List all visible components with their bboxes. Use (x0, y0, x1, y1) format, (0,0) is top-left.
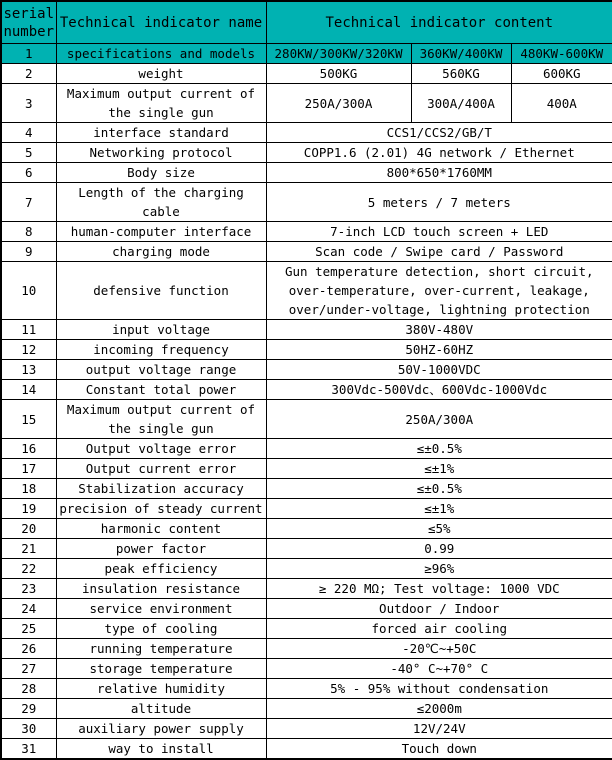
indicator-content-cell: 280KW/300KW/320KW (266, 44, 411, 64)
indicator-name-cell: Networking protocol (56, 143, 266, 163)
table-row (1, 679, 612, 699)
table-row (1, 163, 612, 183)
indicator-content-cell: ≥96% (266, 559, 612, 579)
table-row (1, 599, 612, 619)
indicator-name-cell: output voltage range (56, 360, 266, 380)
table-row (1, 44, 612, 64)
table-row (1, 619, 612, 639)
indicator-content-cell: Gun temperature detection, short circuit, over-temperature, over-current, leakage, over/under-voltage, lightning protection (266, 262, 612, 320)
table-row (1, 539, 612, 559)
serial-number-cell: 28 (1, 679, 56, 699)
table-row (1, 739, 612, 760)
indicator-name-cell: weight (56, 64, 266, 84)
indicator-content-cell: 800*650*1760MM (266, 163, 612, 183)
indicator-content-cell: -20℃~+50C (266, 639, 612, 659)
indicator-name-cell: incoming frequency (56, 340, 266, 360)
table-row (1, 499, 612, 519)
indicator-name-cell: Stabilization accuracy (56, 479, 266, 499)
indicator-content-cell: ≤5% (266, 519, 612, 539)
serial-number-cell: 1 (1, 44, 56, 64)
indicator-content-cell: CCS1/CCS2/GB/T (266, 123, 612, 143)
table-row (1, 639, 612, 659)
serial-number-cell: 17 (1, 459, 56, 479)
indicator-content-cell: 480KW-600KW (511, 44, 612, 64)
serial-number-cell: 30 (1, 719, 56, 739)
indicator-name-cell: running temperature (56, 639, 266, 659)
table-row (1, 64, 612, 84)
indicator-content-cell: 250A/300A (266, 84, 411, 123)
indicator-name-cell: Output current error (56, 459, 266, 479)
indicator-content-cell: 5% - 95% without condensation (266, 679, 612, 699)
indicator-content-cell: 400A (511, 84, 612, 123)
indicator-content-cell: COPP1.6 (2.01) 4G network / Ethernet (266, 143, 612, 163)
indicator-content-cell: 380V-480V (266, 320, 612, 340)
table-row (1, 479, 612, 499)
indicator-content-cell: 7-inch LCD touch screen + LED (266, 222, 612, 242)
indicator-content-cell: ≤±1% (266, 459, 612, 479)
indicator-name-cell: insulation resistance (56, 579, 266, 599)
serial-number-cell: 23 (1, 579, 56, 599)
indicator-content-cell: ≥ 220 MΩ; Test voltage: 1000 VDC (266, 579, 612, 599)
indicator-name-cell: power factor (56, 539, 266, 559)
table-row (1, 380, 612, 400)
serial-number-cell: 16 (1, 439, 56, 459)
serial-number-cell: 12 (1, 340, 56, 360)
serial-number-cell: 9 (1, 242, 56, 262)
serial-number-cell: 6 (1, 163, 56, 183)
table-row (1, 400, 612, 439)
indicator-content-cell: ≤±0.5% (266, 479, 612, 499)
indicator-name-cell: specifications and models (56, 44, 266, 64)
indicator-content-cell: ≤2000m (266, 699, 612, 719)
indicator-name-cell: defensive function (56, 262, 266, 320)
indicator-name-cell: peak efficiency (56, 559, 266, 579)
indicator-content-cell: 300Vdc-500Vdc、600Vdc-1000Vdc (266, 380, 612, 400)
indicator-name-cell: Maximum output current of the single gun (56, 400, 266, 439)
serial-number-cell: 19 (1, 499, 56, 519)
indicator-content-cell: -40° C~+70° C (266, 659, 612, 679)
table-row (1, 439, 612, 459)
table-row (1, 242, 612, 262)
indicator-content-cell: 12V/24V (266, 719, 612, 739)
table-row (1, 183, 612, 222)
indicator-content-cell: 0.99 (266, 539, 612, 559)
indicator-name-cell: precision of steady current (56, 499, 266, 519)
table-row (1, 719, 612, 739)
serial-number-cell: 29 (1, 699, 56, 719)
indicator-name-cell: Length of the charging cable (56, 183, 266, 222)
indicator-name-cell: Maximum output current of the single gun (56, 84, 266, 123)
header-indicator-name: Technical indicator name (56, 1, 266, 44)
serial-number-cell: 13 (1, 360, 56, 380)
table-row (1, 659, 612, 679)
indicator-name-cell: altitude (56, 699, 266, 719)
serial-number-cell: 20 (1, 519, 56, 539)
table-row (1, 143, 612, 163)
serial-number-cell: 7 (1, 183, 56, 222)
header-row (1, 1, 612, 44)
serial-number-cell: 8 (1, 222, 56, 242)
table-row (1, 320, 612, 340)
indicator-content-cell: Outdoor / Indoor (266, 599, 612, 619)
indicator-content-cell: forced air cooling (266, 619, 612, 639)
indicator-name-cell: Output voltage error (56, 439, 266, 459)
table-row (1, 459, 612, 479)
indicator-content-cell: Scan code / Swipe card / Password (266, 242, 612, 262)
serial-number-cell: 26 (1, 639, 56, 659)
serial-number-cell: 27 (1, 659, 56, 679)
serial-number-cell: 24 (1, 599, 56, 619)
indicator-content-cell: ≤±0.5% (266, 439, 612, 459)
indicator-name-cell: charging mode (56, 242, 266, 262)
table-row (1, 519, 612, 539)
table-row (1, 84, 612, 123)
serial-number-cell: 4 (1, 123, 56, 143)
indicator-name-cell: service environment (56, 599, 266, 619)
serial-number-cell: 25 (1, 619, 56, 639)
indicator-name-cell: storage temperature (56, 659, 266, 679)
indicator-content-cell: 360KW/400KW (411, 44, 511, 64)
indicator-content-cell: 50V-1000VDC (266, 360, 612, 380)
serial-number-cell: 10 (1, 262, 56, 320)
table-row (1, 559, 612, 579)
serial-number-cell: 31 (1, 739, 56, 760)
indicator-name-cell: input voltage (56, 320, 266, 340)
header-serial-number: serial number (1, 1, 56, 44)
table-row (1, 360, 612, 380)
indicator-name-cell: Constant total power (56, 380, 266, 400)
indicator-content-cell: 300A/400A (411, 84, 511, 123)
table-row (1, 579, 612, 599)
table-row (1, 699, 612, 719)
indicator-content-cell: 5 meters / 7 meters (266, 183, 612, 222)
indicator-content-cell: ≤±1% (266, 499, 612, 519)
serial-number-cell: 2 (1, 64, 56, 84)
indicator-content-cell: 600KG (511, 64, 612, 84)
indicator-name-cell: auxiliary power supply (56, 719, 266, 739)
indicator-name-cell: type of cooling (56, 619, 266, 639)
serial-number-cell: 21 (1, 539, 56, 559)
indicator-name-cell: human-computer interface (56, 222, 266, 242)
serial-number-cell: 14 (1, 380, 56, 400)
indicator-content-cell: Touch down (266, 739, 612, 760)
indicator-content-cell: 50HZ-60HZ (266, 340, 612, 360)
serial-number-cell: 18 (1, 479, 56, 499)
indicator-content-cell: 250A/300A (266, 400, 612, 439)
indicator-name-cell: way to install (56, 739, 266, 760)
indicator-name-cell: Body size (56, 163, 266, 183)
serial-number-cell: 22 (1, 559, 56, 579)
indicator-content-cell: 560KG (411, 64, 511, 84)
indicator-name-cell: harmonic content (56, 519, 266, 539)
table-row (1, 123, 612, 143)
serial-number-cell: 11 (1, 320, 56, 340)
indicator-name-cell: interface standard (56, 123, 266, 143)
serial-number-cell: 15 (1, 400, 56, 439)
table-row (1, 340, 612, 360)
serial-number-cell: 3 (1, 84, 56, 123)
indicator-content-cell: 500KG (266, 64, 411, 84)
table-row (1, 222, 612, 242)
serial-number-cell: 5 (1, 143, 56, 163)
spec-table-body (1, 44, 612, 760)
header-indicator-content: Technical indicator content (266, 1, 612, 44)
indicator-name-cell: relative humidity (56, 679, 266, 699)
table-row (1, 262, 612, 320)
